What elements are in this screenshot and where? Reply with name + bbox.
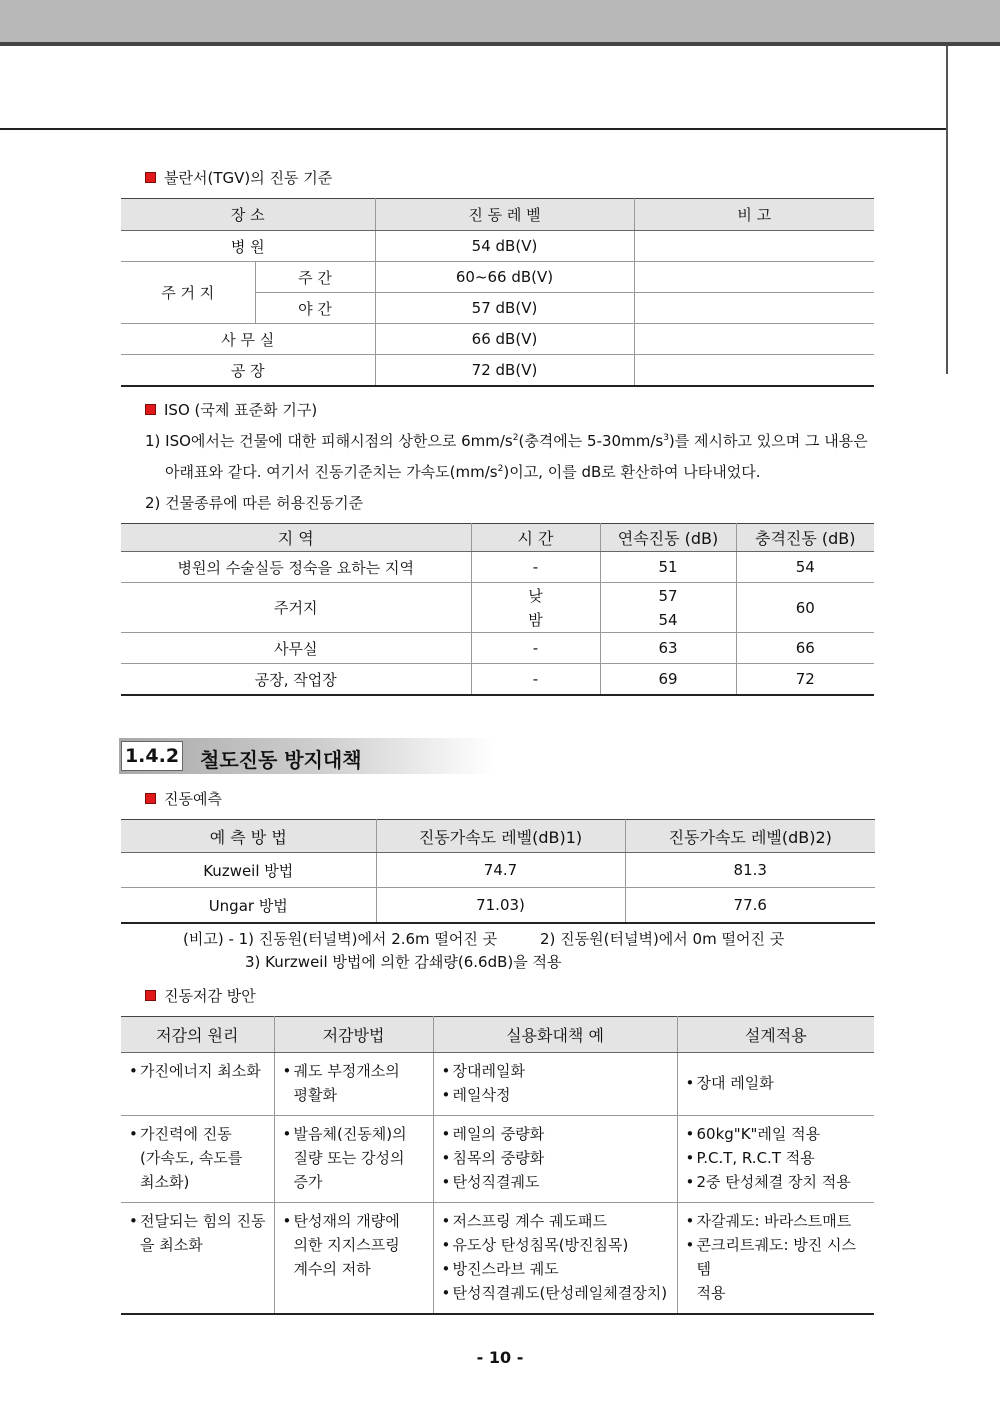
- table-row: 사무실 - 63 66: [121, 633, 874, 664]
- prediction-heading: 진동예측: [145, 788, 222, 809]
- table-row: • 가진력에 진동 (가속도, 속도를 최소화) • 발음체(진동체)의 질량 또는 강성의 증가 • 레일의 중량화 • 침목의 중량화 • 탄성직결궤도 • 60kg"K"레일 적용 • P.C.T, R.C.T 적용 • 2중 탄성체결 장치 적용: [121, 1116, 874, 1203]
- header-remark: 비 고: [634, 199, 874, 231]
- table-row: • 가진에너지 최소화 • 궤도 부정개소의 평활화 • 장대레일화 • 레일삭정 • 장대 레일화: [121, 1053, 874, 1116]
- tgv-heading: 불란서(TGV)의 진동 기준: [145, 167, 332, 188]
- header-rule: [0, 128, 948, 130]
- tgv-table: [121, 198, 874, 387]
- table-row: 주 거 지 주 간 60~66 dB(V): [121, 262, 874, 293]
- table-header-row: 저감의 원리 저감방법 실용화대책 예 설계적용: [121, 1017, 874, 1053]
- iso-paragraph-line-2: 아래표와 같다. 여기서 진동기준치는 가속도$(mm/s^2)$이고, 이를 dB로 환산하여 나타내었다.: [165, 463, 761, 481]
- red-square-bullet-icon: [145, 990, 156, 1001]
- reduction-heading: 진동저감 방안: [145, 985, 256, 1006]
- top-bar-line: [0, 42, 1000, 46]
- iso-table: [121, 523, 874, 696]
- iso-paragraph-line-3: 2) 건물종류에 따른 허용진동기준: [145, 494, 364, 512]
- prediction-note-1: (비고) - 1) 진동원(터널벽)에서 2.6m 떨어진 곳: [183, 930, 498, 948]
- table-row: 공장, 작업장 - 69 72: [121, 664, 874, 696]
- header-level: 진 동 레 벨: [375, 199, 634, 231]
- table-row: 공 장 72 dB(V): [121, 355, 874, 387]
- table-row: 야 간 57 dB(V): [121, 293, 874, 324]
- table-row: • 전달되는 힘의 진동 을 최소화 • 탄성재의 개량에 의한 지지스프링 계수의 저하 • 저스프링 계수 궤도패드 • 유도상 탄성침목(방진침목) • 방진스라브 궤도 • 탄성직결궤도(탄성레일체결장치) • 자갈궤도: 바라스트매트 • 콘크리트궤도: 방진 시스템 적용: [121, 1203, 874, 1315]
- table-header-row: [121, 199, 874, 231]
- red-square-bullet-icon: [145, 793, 156, 804]
- table-row: Ungar 방법 71.03) 77.6: [121, 888, 875, 924]
- reduction-table: [121, 1016, 874, 1315]
- table-row: 병 원 54 dB(V): [121, 231, 874, 262]
- top-bar: [0, 0, 1000, 42]
- table-row: 사 무 실 66 dB(V): [121, 324, 874, 355]
- table-header-row: 예 측 방 법 진동가속도 레벨(dB)1) 진동가속도 레벨(dB)2): [121, 820, 875, 853]
- side-rule: [946, 46, 948, 374]
- iso-heading: ISO (국제 표준화 기구): [145, 399, 317, 420]
- table-header-row: 지 역 시 간 연속진동 (dB) 충격진동 (dB): [121, 524, 874, 552]
- prediction-table: [121, 819, 875, 924]
- header-place: 장 소: [121, 199, 375, 231]
- table-row: Kuzweil 방법 74.7 81.3: [121, 853, 875, 888]
- prediction-note-2: 2) 진동원(터널벽)에서 0m 떨어진 곳: [540, 930, 785, 948]
- page-number: - 10 -: [476, 1348, 524, 1367]
- red-square-bullet-icon: [145, 172, 156, 183]
- table-row: 병원의 수술실등 정숙을 요하는 지역 - 51 54: [121, 552, 874, 583]
- table-row: 주거지 낮 밤 57 54 60: [121, 583, 874, 633]
- section-number: 1.4.2: [121, 741, 183, 771]
- prediction-note-3: 3) Kurzweil 방법에 의한 감쇄량(6.6dB)을 적용: [245, 953, 562, 971]
- section-title: 철도진동 방지대책: [200, 748, 362, 772]
- red-square-bullet-icon: [145, 404, 156, 415]
- iso-paragraph-line-1: 1) ISO에서는 건물에 대한 피해시점의 상한으로 $6mm/s^2$(충격에는 $5-30mm/s^3$)를 제시하고 있으며 그 내용은: [145, 432, 868, 450]
